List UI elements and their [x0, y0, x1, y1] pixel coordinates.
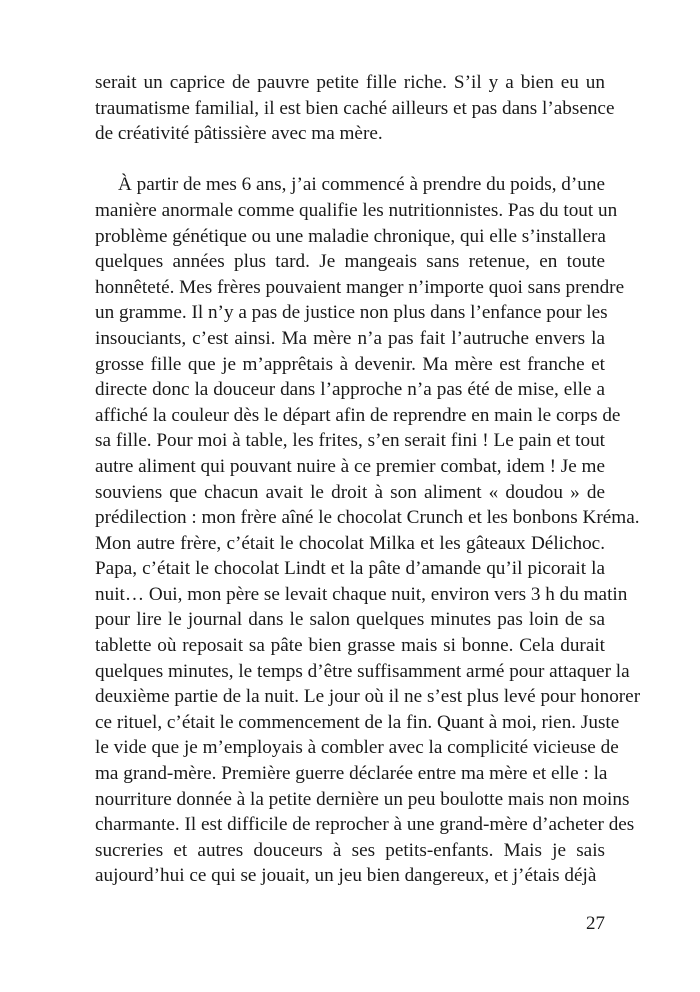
text-line: souviens que chacun avait le droit à son aliment « doudou » de [95, 481, 605, 503]
text-line: sucreries et autres douceurs à ses petits-enfants. Mais je sais [95, 839, 605, 861]
text-line: Papa, c’était le chocolat Lindt et la pâte d’amande qu’il picorait la [95, 558, 605, 580]
text-line: ce rituel, c’était le commencement de la fin. Quant à moi, rien. Juste [95, 711, 620, 733]
paragraph-2 [95, 172, 641, 889]
text-line: nourriture donnée à la petite dernière un peu boulotte mais non moins [95, 788, 630, 810]
text-line: Mon autre frère, c’était le chocolat Milka et les gâteaux Délichoc. [95, 532, 605, 554]
text-line: deuxième partie de la nuit. Le jour où il ne s’est plus levé pour honorer [95, 686, 641, 708]
text-line: grosse fille que je m’apprêtais à devenir. Ma mère est franche et [95, 353, 605, 375]
text-line: insouciants, c’est ainsi. Ma mère n’a pas fait l’autruche envers la [95, 327, 605, 349]
text-line: charmante. Il est difficile de reprocher à une grand-mère d’acheter des [95, 814, 635, 836]
text-line: affiché la couleur dès le départ afin de reprendre en main le corps de [95, 404, 621, 426]
paragraph-gap [95, 147, 605, 173]
text-line: honnêteté. Mes frères pouvaient manger n’importe quoi sans prendre [95, 276, 625, 298]
text-line: problème génétique ou une maladie chronique, qui elle s’installera [95, 225, 606, 247]
text-line: serait un caprice de pauvre petite fille riche. S’il y a bien eu un [95, 72, 605, 93]
text-line: directe donc la douceur dans l’approche n’a pas été de mise, elle a [95, 379, 605, 401]
text-line: prédilection : mon frère aîné le chocolat Crunch et les bonbons Kréma. [95, 507, 640, 529]
text-line: nuit… Oui, mon père se levait chaque nuit, environ vers 3 h du matin [95, 583, 628, 605]
text-line: le vide que je m’employais à combler avec la complicité vicieuse de [95, 737, 619, 759]
text-line: de créativité pâtissière avec ma mère. [95, 123, 383, 145]
text-line: manière anormale comme qualifie les nutritionnistes. Pas du tout un [95, 199, 618, 221]
text-line: traumatisme familial, il est bien caché ailleurs et pas dans l’absence [95, 97, 615, 119]
text-line: ma grand-mère. Première guerre déclarée entre ma mère et elle : la [95, 763, 608, 785]
body-text [95, 70, 641, 889]
text-line: tablette où reposait sa pâte bien grasse mais si bonne. Cela durait [95, 635, 605, 657]
text-line: aujourd’hui ce qui se jouait, un jeu bien dangereux, et j’étais déjà [95, 865, 597, 887]
text-line: quelques minutes, le temps d’être suffisamment armé pour attaquer la [95, 660, 630, 682]
page-number: 27 [586, 913, 605, 934]
paragraph-1 [95, 70, 615, 147]
text-line: quelques années plus tard. Je mangeais sans retenue, en toute [95, 251, 605, 273]
text-line: pour lire le journal dans le salon quelques minutes pas loin de sa [95, 609, 605, 631]
text-line: un gramme. Il n’y a pas de justice non plus dans l’enfance pour les [95, 302, 608, 324]
text-line: autre aliment qui pouvant nuire à ce premier combat, idem ! Je me [95, 455, 605, 477]
text-line: sa fille. Pour moi à table, les frites, s’en serait fini ! Le pain et tout [95, 430, 605, 452]
text-line: À partir de mes 6 ans, j’ai commencé à prendre du poids, d’une [118, 174, 605, 196]
